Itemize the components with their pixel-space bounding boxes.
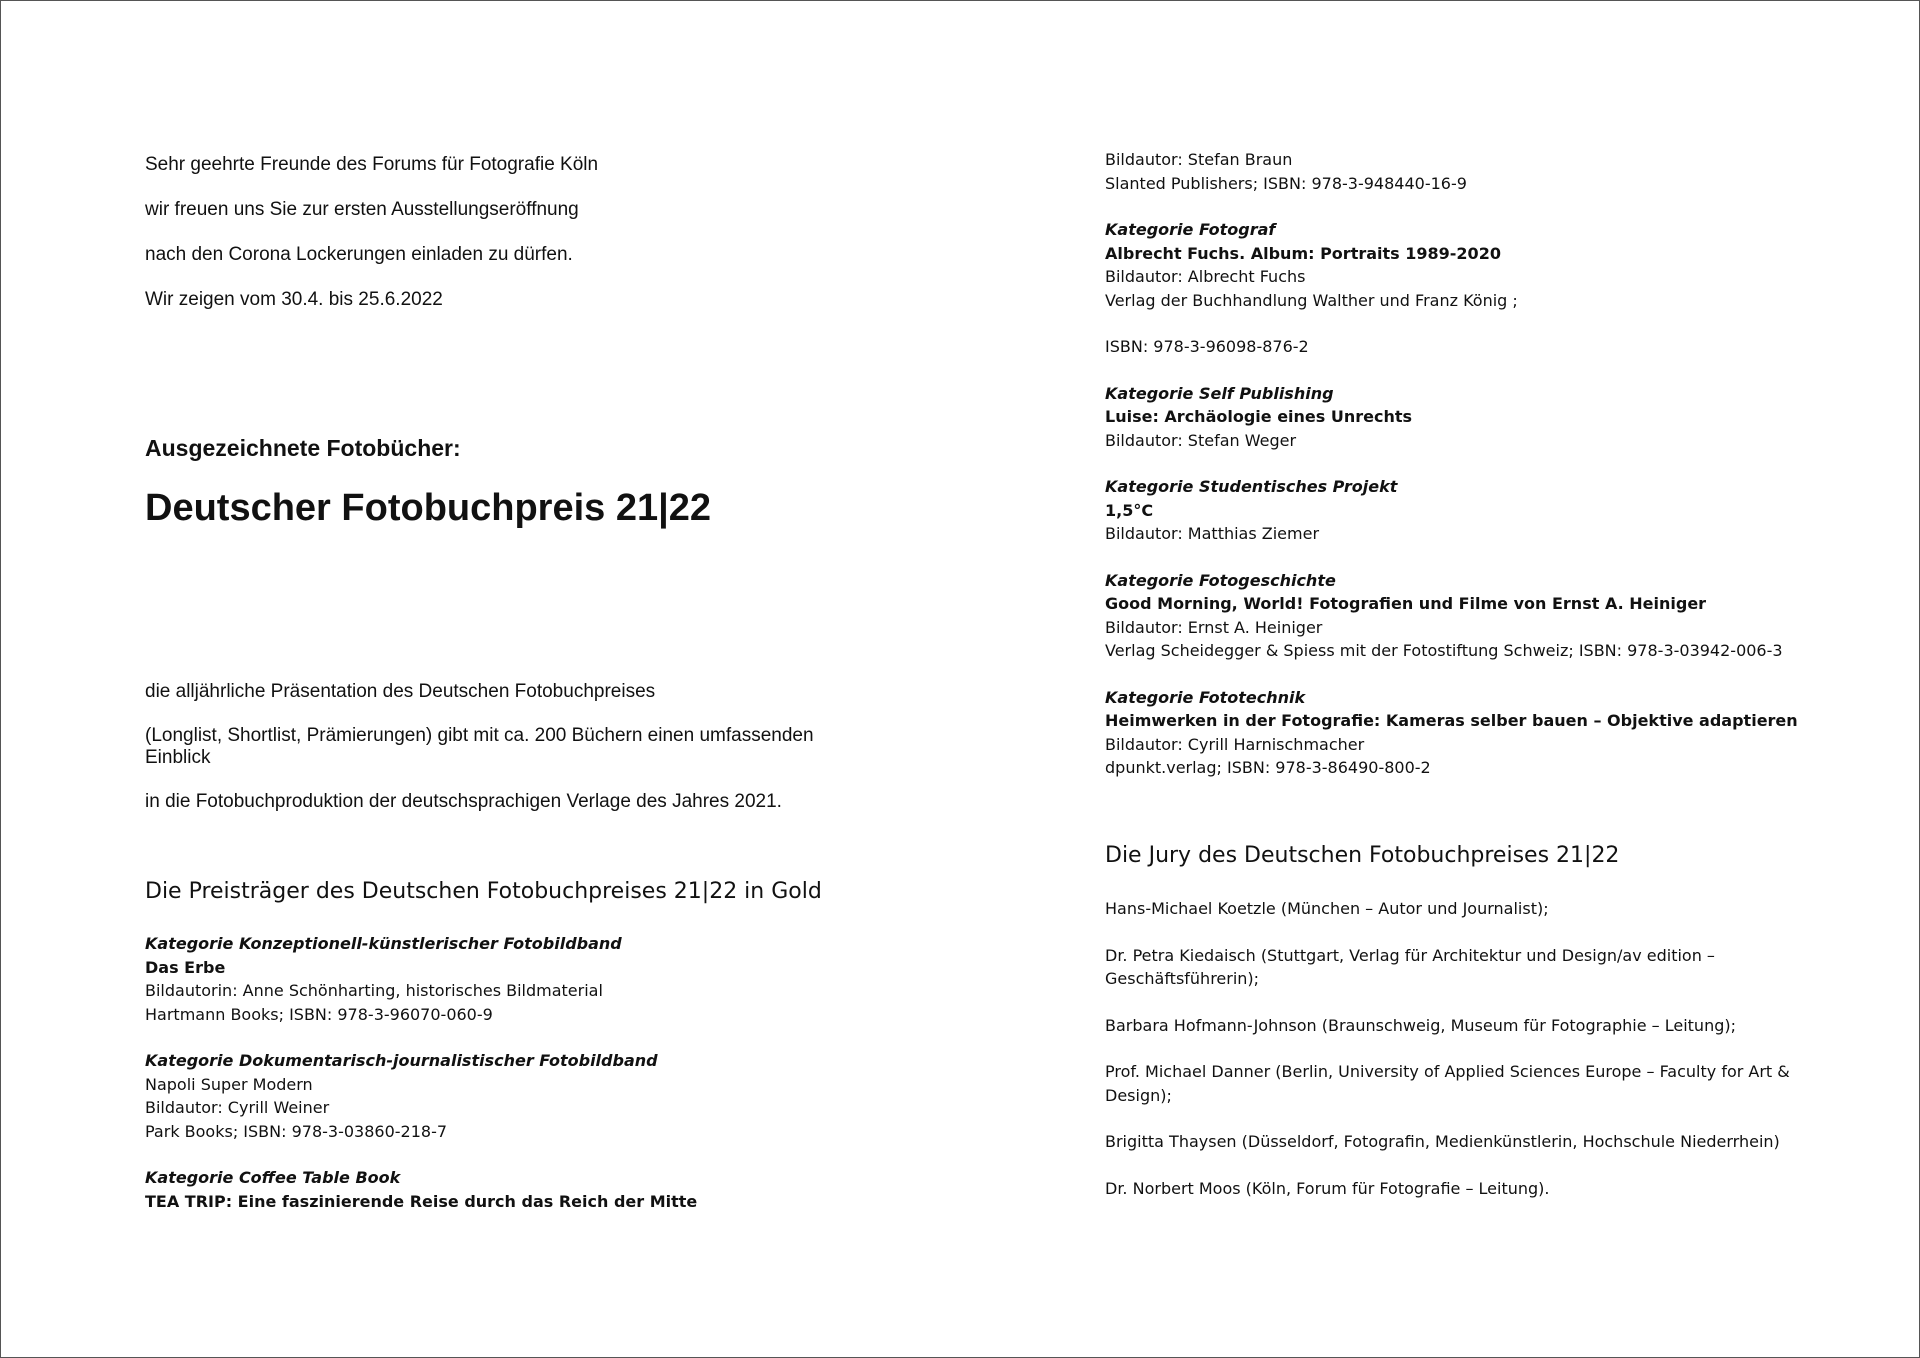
description-paragraph: in die Fotobuchproduktion der deutschsprachigen Verlage des Jahres 2021. xyxy=(145,791,782,812)
category-name: Kategorie Dokumentarisch-journalistischer Fotobildband xyxy=(145,1051,658,1070)
description-paragraph: (Longlist, Shortlist, Prämierungen) gibt mit ca. 200 Büchern einen umfassenden Einblick xyxy=(145,725,814,768)
book-author: Bildautor: Stefan Braun xyxy=(1105,150,1293,169)
category-name: Kategorie Fototechnik xyxy=(1105,687,1306,707)
category-entry xyxy=(145,932,697,1026)
jury-member: Dr. Norbert Moos (Köln, Forum für Fotografie – Leitung). xyxy=(1105,1178,1550,1198)
intro-line: nach den Corona Lockerungen einladen zu dürfen. xyxy=(145,244,573,265)
jury-member: Dr. Petra Kiedaisch (Stuttgart, Verlag für Architektur und Design/av edition – Geschäftsführerin); xyxy=(1105,945,1715,988)
book-author: Bildautorin: Anne Schönharting, historisches Bildmaterial xyxy=(145,981,603,1000)
book-title: TEA TRIP: Eine faszinierende Reise durch das Reich der Mitte xyxy=(145,1191,698,1211)
jury-member: Prof. Michael Danner (Berlin, University of Applied Sciences Europe – Faculty for Art & Design); xyxy=(1105,1062,1790,1105)
book-publisher: Hartmann Books; ISBN: 978-3-96070-060-9 xyxy=(145,1004,493,1024)
jury-member: Hans-Michael Koetzle (München – Autor und Journalist); xyxy=(1105,899,1549,918)
book-publisher: dpunkt.verlag; ISBN: 978-3-86490-800-2 xyxy=(1105,758,1431,777)
category-entry xyxy=(1105,686,1798,780)
category-name: Kategorie Studentisches Projekt xyxy=(1105,477,1398,496)
category-entry xyxy=(145,1166,697,1213)
winners-heading: Die Preisträger des Deutschen Fotobuchpreises 21|22 in Gold xyxy=(145,879,822,904)
book-title: Luise: Archäologie eines Unrechts xyxy=(1105,407,1413,426)
category-entry xyxy=(1105,218,1798,359)
book-publisher: Slanted Publishers; ISBN: 978-3-948440-16-9 xyxy=(1105,173,1467,193)
book-title: 1,5°C xyxy=(1105,500,1154,520)
category-entry xyxy=(1105,382,1798,453)
intro-line: Sehr geehrte Freunde des Forums für Fotografie Köln xyxy=(145,154,599,175)
book-publisher: Park Books; ISBN: 978-3-03860-218-7 xyxy=(145,1121,448,1141)
category-name: Kategorie Self Publishing xyxy=(1105,383,1334,403)
book-isbn: ISBN: 978-3-96098-876-2 xyxy=(1105,337,1309,356)
page-title: Deutscher Fotobuchpreis 21|22 xyxy=(145,487,712,529)
book-publisher: Verlag Scheidegger & Spiess mit der Fotostiftung Schweiz; ISBN: 978-3-03942-006-3 xyxy=(1105,641,1783,660)
jury-heading: Die Jury des Deutschen Fotobuchpreises 21|22 xyxy=(1105,843,1620,868)
book-author: Bildautor: Cyrill Harnischmacher xyxy=(1105,734,1365,754)
category-entry xyxy=(1105,475,1798,546)
category-name: Kategorie Konzeptionell-künstlerischer Fotobildband xyxy=(145,934,622,953)
subheading: Ausgezeichnete Fotobücher: xyxy=(145,435,461,461)
jury-member: Barbara Hofmann-Johnson (Braunschweig, Museum für Fotographie – Leitung); xyxy=(1105,1015,1736,1035)
book-title: Good Morning, World! Fotografien und Filme von Ernst A. Heiniger xyxy=(1105,594,1707,613)
book-title: Napoli Super Modern xyxy=(145,1074,313,1094)
book-author: Bildautor: Matthias Ziemer xyxy=(1105,524,1320,543)
intro-line: Wir zeigen vom 30.4. bis 25.6.2022 xyxy=(145,289,443,310)
book-publisher: Verlag der Buchhandlung Walther und Franz König ; xyxy=(1105,290,1518,310)
book-title: Albrecht Fuchs. Album: Portraits 1989-2020 xyxy=(1105,243,1501,263)
right-category-list xyxy=(1105,148,1798,803)
category-name: Kategorie Fotogeschichte xyxy=(1105,570,1336,590)
description-paragraph: die alljährliche Präsentation des Deutschen Fotobuchpreises xyxy=(145,681,656,702)
book-author: Bildautor: Stefan Weger xyxy=(1105,430,1297,450)
category-entry xyxy=(145,1049,697,1143)
book-title: Heimwerken in der Fotografie: Kameras selber bauen – Objektive adaptieren xyxy=(1105,711,1798,730)
category-entry xyxy=(1105,569,1798,663)
book-author: Bildautor: Ernst A. Heiniger xyxy=(1105,617,1323,637)
left-category-list xyxy=(145,932,697,1236)
jury-member: Brigitta Thaysen (Düsseldorf, Fotografin, Medienkünstlerin, Hochschule Niederrhein) xyxy=(1105,1132,1780,1151)
category-name: Kategorie Fotograf xyxy=(1105,220,1276,239)
book-author: Bildautor: Albrecht Fuchs xyxy=(1105,267,1306,286)
jury-list xyxy=(1105,897,1805,1223)
description xyxy=(145,681,865,835)
intro-line: wir freuen uns Sie zur ersten Ausstellungseröffnung xyxy=(145,199,579,220)
category-entry-continued xyxy=(1105,148,1798,195)
category-name: Kategorie Coffee Table Book xyxy=(145,1168,401,1187)
book-author: Bildautor: Cyrill Weiner xyxy=(145,1098,330,1117)
book-title: Das Erbe xyxy=(145,957,226,977)
